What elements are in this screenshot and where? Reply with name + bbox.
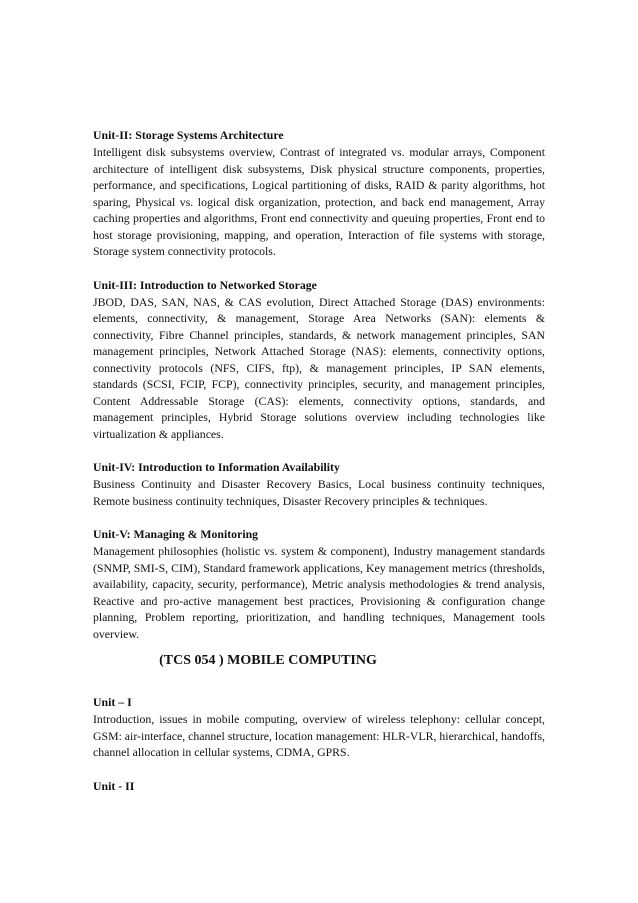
unit-heading: Unit-V: Managing & Monitoring xyxy=(93,527,259,541)
course-title-text: (TCS 054 ) MOBILE COMPUTING xyxy=(159,653,377,668)
syllabus-mobile-section xyxy=(93,693,545,811)
unit-body: Business Continuity and Disaster Recovery Basics, Local business continuity techniques, Remote business continuity techniques, Disaster Recovery principles & techniques. xyxy=(93,477,545,508)
unit-heading: Unit-II: Storage Systems Architecture xyxy=(93,128,284,142)
unit-body: Intelligent disk subsystems overview, Contrast of integrated vs. modular arrays, Component architecture of intelligent disk subsystems, Disk physical structure components, properties, performance, and specifications, Logical partitioning of disks, RAID & parity algorithms, hot sparing, Physical vs. logical disk organization, protection, and back end management, Array caching properties and algorithms, Front end connectivity and queuing properties, Front end to host storage provisioning, mapping, and operation, Interaction of file systems with storage, Storage system connectivity protocols. xyxy=(93,145,545,258)
syllabus-storage-section xyxy=(93,126,545,658)
unit-3-section xyxy=(93,276,545,443)
unit-heading: Unit-IV: Introduction to Information Availability xyxy=(93,460,340,474)
unit-2-section xyxy=(93,126,545,260)
unit-body: Introduction, issues in mobile computing, overview of wireless telephony: cellular concept, GSM: air-interface, channel structure, location management: HLR-VLR, hierarchical, handoffs, channel allocation in cellular systems, CDMA, GPRS. xyxy=(93,712,545,759)
unit-body: Management philosophies (holistic vs. system & component), Industry management standards (SNMP, SMI-S, CIM), Standard framework applications, Key management metrics (thresholds, availability, capacity, security, performance), Metric analysis methodologies & trend analysis, Reactive and pro-active management best practices, Provisioning & configuration change planning, Problem reporting, prioritization, and handling techniques, Management tools overview. xyxy=(93,544,545,641)
mobile-unit-1-section xyxy=(93,693,545,761)
mobile-unit-2-section xyxy=(93,777,545,795)
unit-body: JBOD, DAS, SAN, NAS, & CAS evolution, Direct Attached Storage (DAS) environments: elements, connectivity, & management, Storage Area Networks (SAN): elements & connectivity, Fibre Channel principles, standards, & network management principles, SAN management principles, Network Attached Storage (NAS): elements, connectivity options, connectivity protocols (NFS, CIFS, ftp), & management principles, IP SAN elements, standards (SCSI, FCIP, FCP), connectivity principles, security, and management principles, Content Addressable Storage (CAS): elements, connectivity options, standards, and management principles, Hybrid Storage solutions overview including technologies like virtualization & appliances. xyxy=(93,294,545,441)
unit-heading: Unit - II xyxy=(93,778,135,793)
course-title xyxy=(0,652,638,670)
unit-5-section xyxy=(93,525,545,642)
unit-heading: Unit-III: Introduction to Networked Storage xyxy=(93,277,317,292)
unit-4-section xyxy=(93,458,545,509)
unit-heading: Unit – I xyxy=(93,695,132,709)
